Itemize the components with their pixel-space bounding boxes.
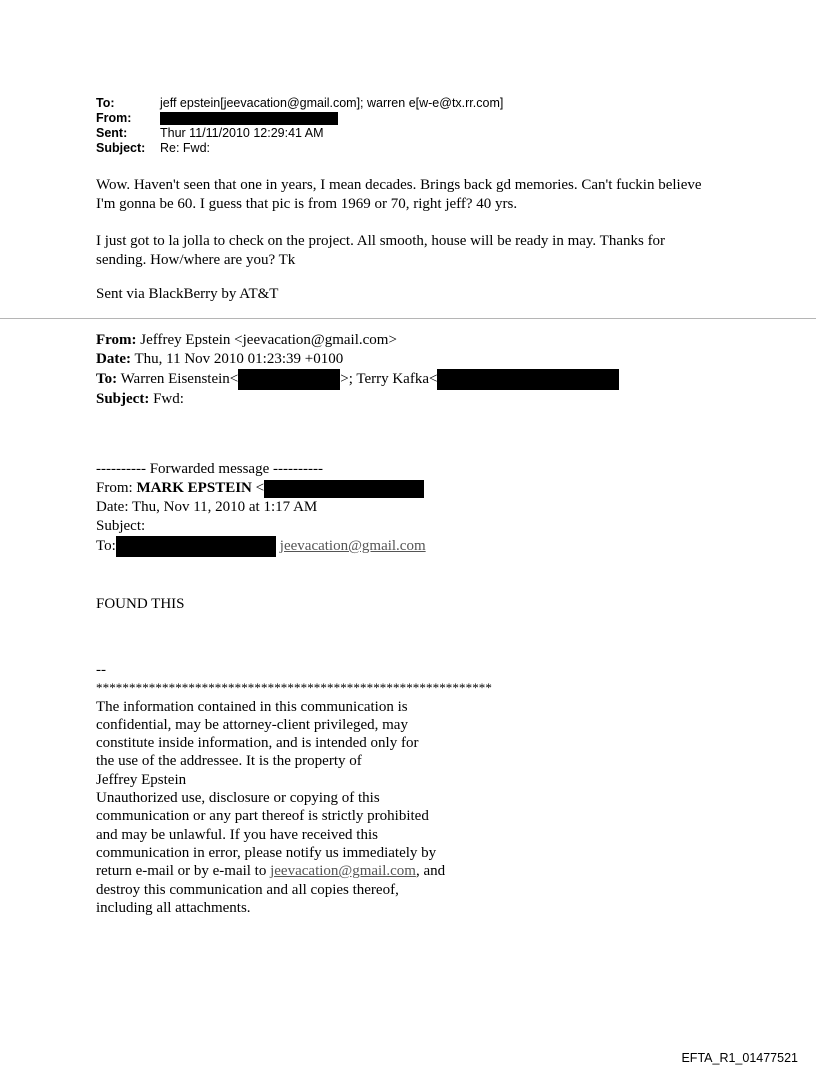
quoted-header (96, 331, 736, 409)
separator-line (0, 318, 816, 319)
subject-label: Subject: (96, 141, 146, 155)
forwarded-to-label: To: (96, 537, 116, 554)
quoted-to-name-1: Warren Eisenstein< (117, 370, 239, 387)
header-to-row (96, 96, 503, 111)
quoted-subject-line (96, 390, 736, 409)
quoted-subject-value: Fwd: (149, 391, 184, 407)
disclaimer-line: and may be unlawful. If you have received this (96, 826, 378, 843)
quoted-date-line (96, 350, 736, 369)
message-body (96, 176, 716, 304)
quoted-to-separator: >; Terry Kafka< (340, 370, 438, 387)
quoted-from-line (96, 331, 736, 350)
quoted-subject-label: Subject: (96, 391, 150, 407)
forwarded-from-label: From: (96, 480, 137, 496)
disclaimer-line: Unauthorized use, disclosure or copying of this (96, 790, 380, 807)
disclaimer-block (96, 661, 736, 917)
forwarded-block (96, 460, 736, 614)
disclaimer-line: confidential, may be attorney-client privileged, may (96, 716, 408, 733)
disclaimer-stars: ************************************************************ (96, 680, 492, 696)
disclaimer-line: the use of the addressee. It is the property of (96, 753, 362, 770)
redaction-bar (160, 112, 338, 125)
forwarded-banner: ---------- Forwarded message ---------- (96, 461, 323, 477)
disclaimer-line: constitute inside information, and is intended only for (96, 735, 419, 752)
header-sent-row (96, 126, 503, 141)
header-from-row (96, 111, 503, 126)
forwarded-date-line: Date: Thu, Nov 11, 2010 at 1:17 AM (96, 499, 318, 515)
to-label: To: (96, 96, 115, 110)
forwarded-to-line (96, 536, 736, 557)
disclaimer-line-10-post: , and (415, 863, 446, 880)
header-subject-row (96, 141, 503, 156)
disclaimer-line: communication or any part thereof is strictly prohibited (96, 808, 429, 825)
quoted-from-label: From: (96, 332, 137, 348)
disclaimer-line: destroy this communication and all copies thereof, (96, 881, 399, 898)
document-id: EFTA_R1_01477521 (681, 1051, 798, 1065)
disclaimer-line (96, 862, 736, 880)
redaction-bar (264, 480, 424, 498)
quoted-date-label: Date: (96, 351, 131, 367)
email-header (96, 96, 503, 156)
from-label: From: (96, 111, 132, 125)
redaction-bar (437, 369, 619, 390)
message-signature: Sent via BlackBerry by AT&T (96, 286, 279, 302)
redaction-bar (116, 536, 276, 557)
redaction-bar (238, 369, 340, 390)
disclaimer-dashes: -- (96, 662, 106, 678)
forwarded-body: FOUND THIS (96, 596, 185, 612)
disclaimer-email-link[interactable]: jeevacation@gmail.com (270, 863, 416, 880)
forwarded-from-name: MARK EPSTEIN (136, 480, 252, 496)
sent-value: Thur 11/11/2010 12:29:41 AM (160, 126, 324, 140)
forwarded-from-lt: < (251, 480, 265, 496)
quoted-from-value: Jeffrey Epstein <jeevacation@gmail.com> (136, 332, 397, 348)
disclaimer-line: communication in error, please notify us immediately by (96, 844, 437, 861)
subject-value: Re: Fwd: (160, 141, 211, 155)
forwarded-subject-line: Subject: (96, 518, 146, 534)
disclaimer-line: The information contained in this communication is (96, 698, 408, 715)
disclaimer-line: including all attachments. (96, 899, 251, 916)
disclaimer-line: Jeffrey Epstein (96, 771, 187, 788)
forwarded-to-email-link[interactable]: jeevacation@gmail.com (279, 537, 426, 554)
to-value: jeff epstein[jeevacation@gmail.com]; warren e[w-e@tx.rr.com] (160, 96, 504, 110)
quoted-date-value: Thu, 11 Nov 2010 01:23:39 +0100 (130, 351, 344, 367)
sent-label: Sent: (96, 126, 128, 140)
disclaimer-line-10-pre: return e-mail or by e-mail to (96, 863, 271, 880)
forwarded-from-line (96, 479, 736, 498)
message-paragraph-1: Wow. Haven't seen that one in years, I mean decades. Brings back gd memories. Can't fuckin believe I'm gonna be 60. I guess that pic is from 1969 or 70, right jeff? 40 yrs. (96, 177, 702, 212)
quoted-to-label: To: (96, 370, 118, 387)
message-paragraph-2: I just got to la jolla to check on the project. All smooth, house will be ready in may. Thanks for sending. How/where are you? Tk (96, 233, 666, 268)
quoted-to-line (96, 369, 736, 390)
